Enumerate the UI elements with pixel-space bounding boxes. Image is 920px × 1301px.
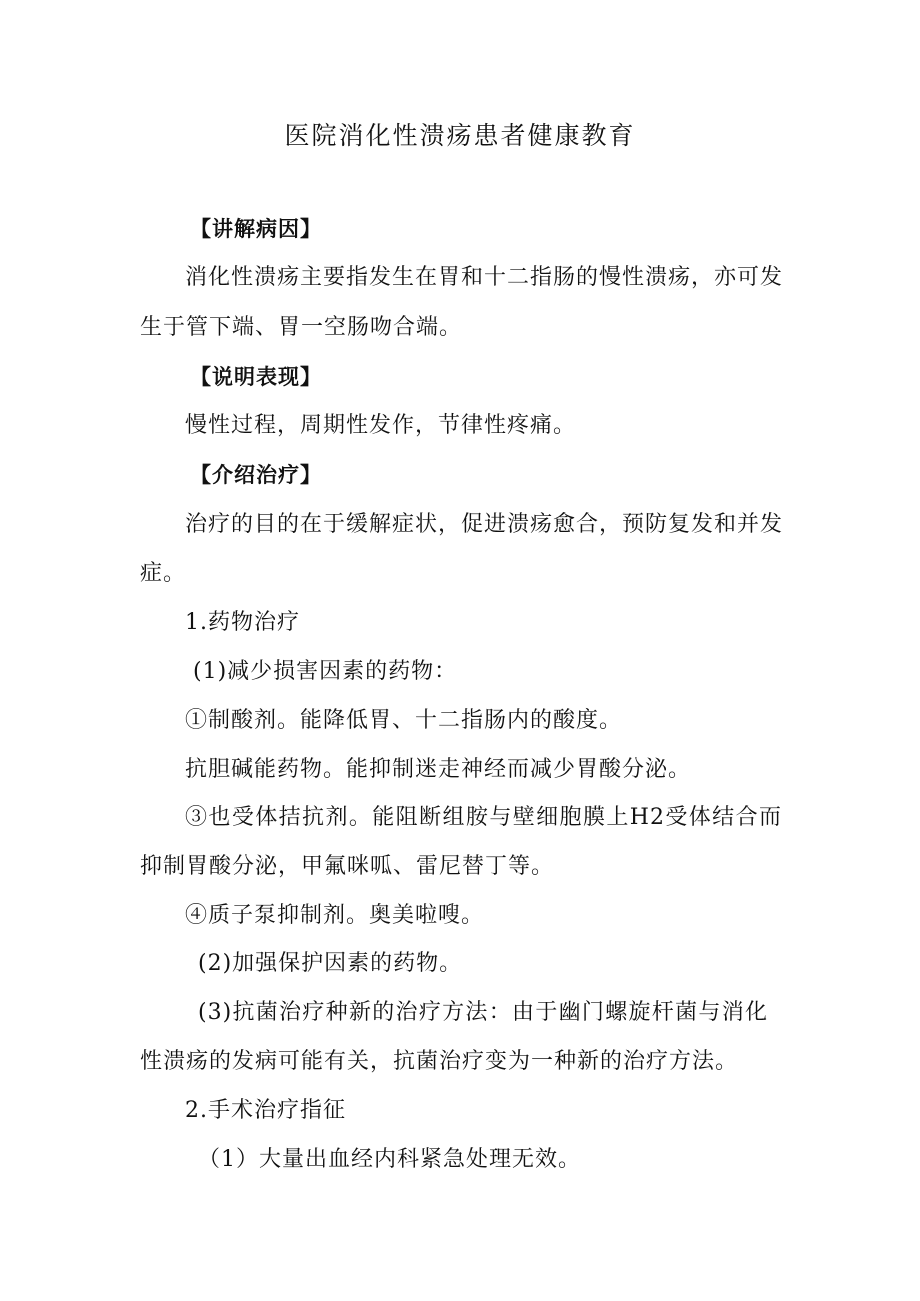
paragraph-line: 性溃疡的发病可能有关，抗菌治疗变为一种新的治疗方法。 <box>140 1049 739 1074</box>
list-item: （1）大量出血经内科紧急处理无效。 <box>198 1147 581 1172</box>
list-item: (2)加强保护因素的药物。 <box>198 951 463 976</box>
paragraph-line: 消化性溃疡主要指发生在胃和十二指肠的慢性溃疡，亦可发 <box>185 265 784 290</box>
document-title: 医院消化性溃疡患者健康教育 <box>284 121 636 150</box>
list-item: ①制酸剂。能降低胃、十二指肠内的酸度。 <box>185 708 623 733</box>
list-item: ④质子泵抑制剂。奥美啦嗖。 <box>185 903 485 928</box>
paragraph-line: 抑制胃酸分泌，甲氟咪呱、雷尼替丁等。 <box>140 854 555 879</box>
list-item: 抗胆碱能药物。能抑制迷走神经而减少胃酸分泌。 <box>185 757 692 782</box>
list-item: 1.药物治疗 <box>185 610 300 635</box>
section-heading-symptoms: 【说明表现】 <box>190 365 322 389</box>
paragraph-line: 慢性过程，周期性发作，节律性疼痛。 <box>185 413 577 438</box>
section-heading-cause: 【讲解病因】 <box>190 217 322 241</box>
list-item: (1)减少损害因素的药物： <box>193 659 458 684</box>
paragraph-line: 治疗的目的在于缓解症状，促进溃疡愈合，预防复发和并发 <box>185 512 784 537</box>
paragraph-line: 症。 <box>140 561 187 586</box>
list-item: ③也受体拮抗剂。能阻断组胺与壁细胞膜上H2受体结合而 <box>185 805 782 830</box>
list-item: 2.手术治疗指征 <box>185 1098 346 1123</box>
list-item: (3)抗菌治疗种新的治疗方法：由于幽门螺旋杆菌与消化 <box>198 1000 768 1025</box>
section-heading-treatment: 【介绍治疗】 <box>190 463 322 487</box>
paragraph-line: 生于管下端、胃一空肠吻合端。 <box>140 315 463 340</box>
